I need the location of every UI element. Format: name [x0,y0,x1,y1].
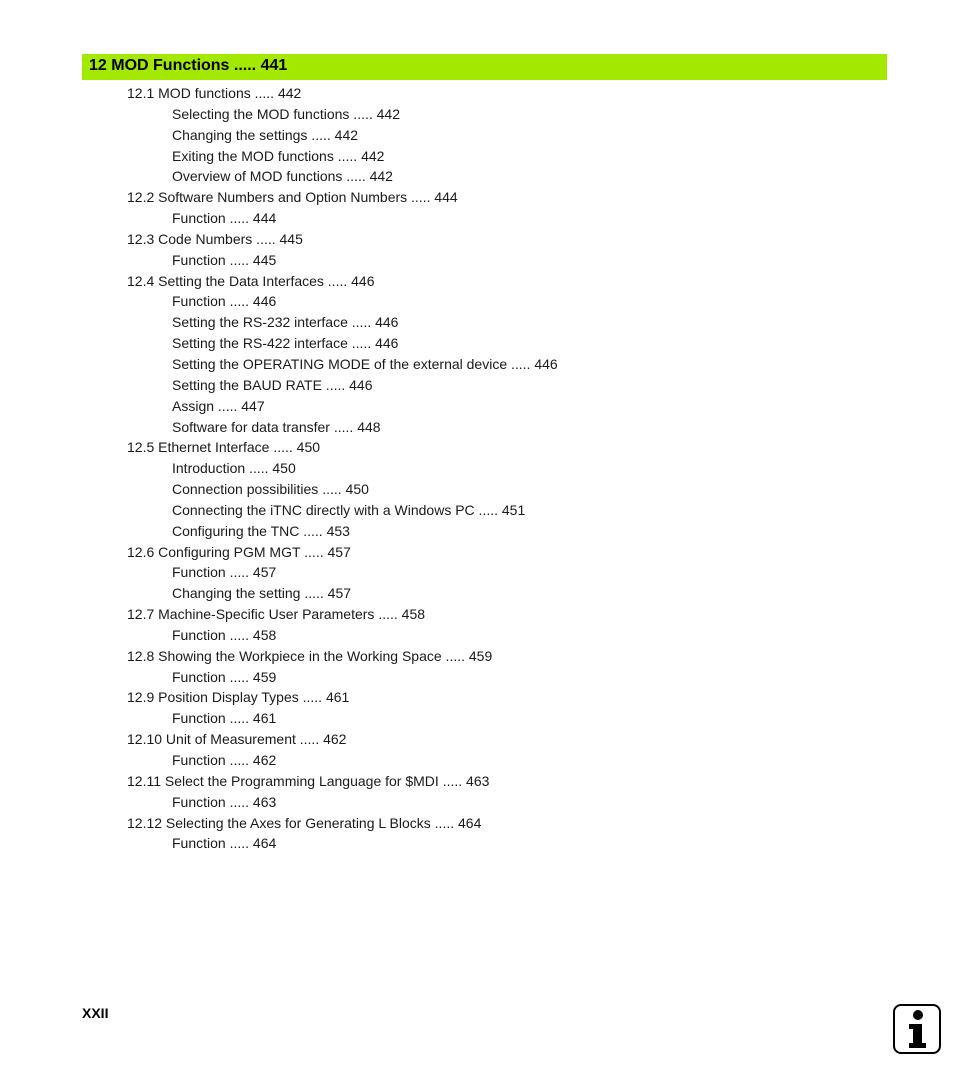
page-number: XXII [82,1005,109,1021]
toc-section-entry[interactable]: 12.7 Machine-Specific User Parameters ..... 458 [127,606,426,623]
toc-subsection-entry[interactable]: Assign ..... 447 [172,397,265,414]
toc-subsection-entry[interactable]: Function ..... 446 [172,293,277,310]
toc-subsection-entry[interactable]: Function ..... 464 [172,835,277,852]
toc-section-entry[interactable]: 12.3 Code Numbers ..... 445 [127,230,303,247]
toc-section-entry[interactable]: 12.5 Ethernet Interface ..... 450 [127,439,321,456]
toc-subsection-entry[interactable]: Connection possibilities ..... 450 [172,481,369,498]
toc-subsection-entry[interactable]: Connecting the iTNC directly with a Windows PC ..... 451 [172,501,526,518]
toc-section-entry[interactable]: 12.6 Configuring PGM MGT ..... 457 [127,543,351,560]
toc-subsection-entry[interactable]: Selecting the MOD functions ..... 442 [172,105,401,122]
toc-subsection-entry[interactable]: Setting the BAUD RATE ..... 446 [172,376,373,393]
toc-subsection-entry[interactable]: Function ..... 444 [172,210,277,227]
toc-section-entry[interactable]: 12.10 Unit of Measurement ..... 462 [127,731,347,748]
toc-subsection-entry[interactable]: Function ..... 445 [172,251,277,268]
toc-subsection-entry[interactable]: Overview of MOD functions ..... 442 [172,168,393,185]
toc-subsection-entry[interactable]: Software for data transfer ..... 448 [172,418,381,435]
toc-subsection-entry[interactable]: Function ..... 461 [172,710,277,727]
toc-section-entry[interactable]: 12.2 Software Numbers and Option Numbers ..... 444 [127,189,458,206]
chapter-title[interactable]: 12 MOD Functions ..... 441 [89,57,288,74]
toc-subsection-entry[interactable]: Setting the RS-422 interface ..... 446 [172,335,399,352]
toc-section-entry[interactable]: 12.12 Selecting the Axes for Generating L Blocks ..... 464 [127,814,482,831]
table-of-contents [0,83,954,854]
chapter-header-bar [82,54,887,80]
toc-subsection-entry[interactable]: Configuring the TNC ..... 453 [172,522,350,539]
toc-section-entry[interactable]: 12.8 Showing the Workpiece in the Working Space ..... 459 [127,647,493,664]
toc-subsection-entry[interactable]: Function ..... 458 [172,626,277,643]
info-icon [893,1004,941,1054]
toc-section-entry[interactable]: 12.11 Select the Programming Language for $MDI ..... 463 [127,772,490,789]
toc-subsection-entry[interactable]: Function ..... 462 [172,752,277,768]
toc-subsection-entry[interactable]: Changing the settings ..... 442 [172,126,359,143]
toc-subsection-entry[interactable]: Changing the setting ..... 457 [172,585,352,602]
toc-subsection-entry[interactable]: Introduction ..... 450 [172,460,296,477]
toc-section-entry[interactable]: 12.9 Position Display Types ..... 461 [127,689,350,706]
toc-subsection-entry[interactable]: Function ..... 459 [172,668,277,685]
toc-subsection-entry[interactable]: Setting the OPERATING MODE of the external device ..... 446 [172,355,558,372]
toc-subsection-entry[interactable]: Function ..... 457 [172,564,277,581]
toc-section-entry[interactable]: 12.4 Setting the Data Interfaces ..... 446 [127,272,375,289]
toc-section-entry[interactable]: 12.1 MOD functions ..... 442 [127,85,302,101]
toc-subsection-entry[interactable]: Setting the RS-232 interface ..... 446 [172,314,399,331]
toc-subsection-entry[interactable]: Exiting the MOD functions ..... 442 [172,147,385,164]
toc-subsection-entry[interactable]: Function ..... 463 [172,793,277,810]
